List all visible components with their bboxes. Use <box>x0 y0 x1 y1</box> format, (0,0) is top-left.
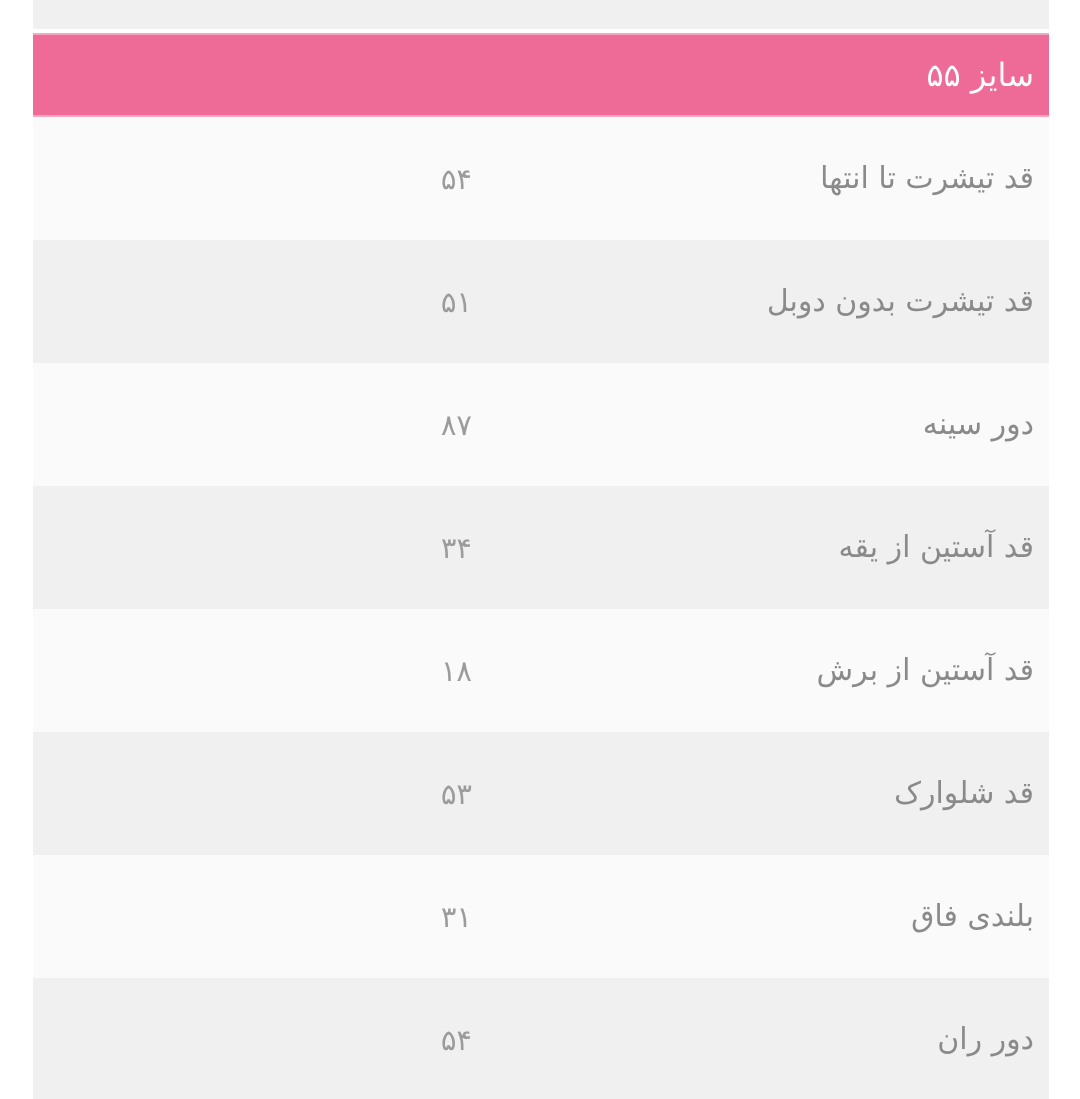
measurement-value: ۵۳ <box>440 776 472 811</box>
measurement-label: قد آستین از یقه <box>838 530 1034 565</box>
measurement-value: ۵۴ <box>440 1022 472 1057</box>
measurement-label: بلندی فاق <box>911 899 1034 934</box>
measurement-label: دور ران <box>937 1022 1034 1057</box>
measurement-value: ۳۴ <box>440 530 472 565</box>
measurements-table <box>33 117 1049 1099</box>
table-row <box>33 117 1049 240</box>
table-row <box>33 363 1049 486</box>
measurement-label: قد تیشرت تا انتها <box>820 161 1034 196</box>
previous-section-row-partial <box>33 0 1049 29</box>
measurement-label: قد آستین از برش <box>816 653 1034 688</box>
table-row <box>33 978 1049 1099</box>
table-row <box>33 486 1049 609</box>
table-row <box>33 855 1049 978</box>
table-row <box>33 732 1049 855</box>
size-section-header <box>33 33 1049 117</box>
size-section-title: سایز ۵۵ <box>926 56 1034 94</box>
measurement-label: قد شلوارک <box>894 776 1034 811</box>
measurement-label: دور سینه <box>922 407 1034 442</box>
measurement-value: ۵۴ <box>440 161 472 196</box>
measurement-value: ۳۱ <box>440 899 472 934</box>
measurement-value: ۱۸ <box>440 653 472 688</box>
table-row <box>33 609 1049 732</box>
measurement-label: قد تیشرت بدون دوبل <box>766 284 1034 319</box>
measurement-value: ۸۷ <box>440 407 472 442</box>
table-row <box>33 240 1049 363</box>
measurement-value: ۵۱ <box>440 284 472 319</box>
